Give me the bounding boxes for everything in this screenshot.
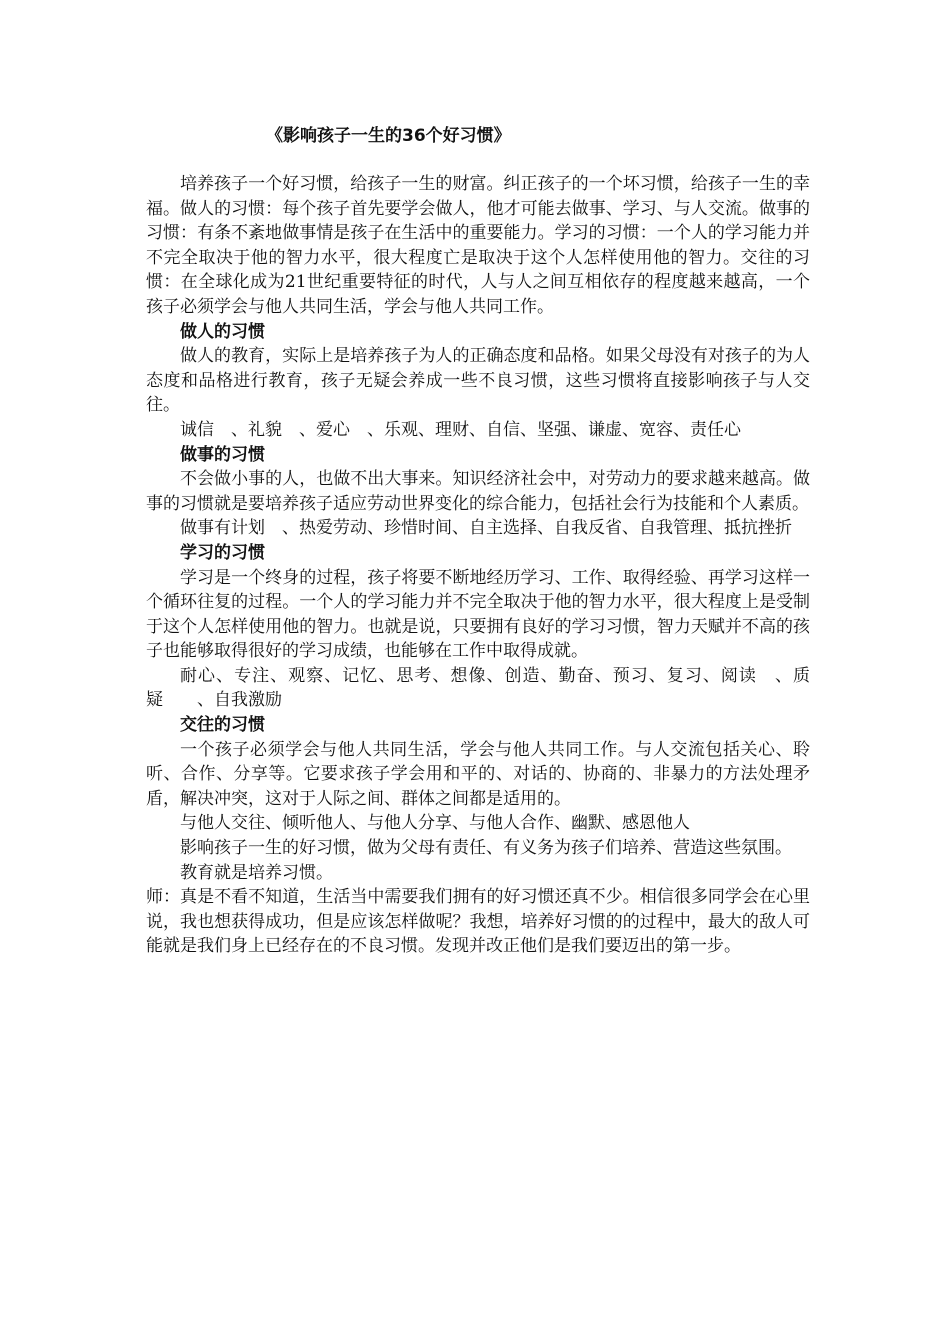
closing-paragraph: 影响孩子一生的好习惯，做为父母有责任、有义务为孩子们培养、营造这些氛围。 — [180, 838, 792, 859]
section-list-study: 耐心、专注、观察、记忆、思考、想像、创造、勤奋、预习、复习、阅读 、质疑 、自我激励 — [146, 665, 810, 711]
section-heading-social: 交往的习惯 — [180, 715, 265, 736]
section-body-study: 学习是一个终身的过程，孩子将要不断地经历学习、工作、取得经验、再学习这样一个循环往复的过程。一个人的学习能力并不完全取决于他的智力水平，很大程度上是受制于这个人怎样使用他的智力。也就是说，只要拥有良好的学习习惯，智力天赋并不高的孩子也能够取得很好的学习成绩，也能够在工作中取得成就。 — [146, 567, 810, 662]
closing-sentence: 教育就是培养习惯。 — [180, 862, 333, 883]
section-heading-study: 学习的习惯 — [180, 542, 265, 563]
section-body-conduct: 做人的教育，实际上是培养孩子为人的正确态度和品格。如果父母没有对孩子的为人态度和品格进行教育，孩子无疑会养成一些不良习惯，这些习惯将直接影响孩子与人交往。 — [146, 346, 810, 416]
section-heading-work: 做事的习惯 — [180, 444, 265, 465]
section-list-conduct: 诚信 、礼貌 、爱心 、乐观、理财、自信、坚强、谦虚、宽容、责任心 — [180, 419, 741, 440]
section-body-work: 不会做小事的人，也做不出大事来。知识经济社会中，对劳动力的要求越来越高。做事的习惯就是要培养孩子适应劳动世界变化的综合能力，包括社会行为技能和个人素质。 — [146, 469, 810, 514]
intro-paragraph: 培养孩子一个好习惯，给孩子一生的财富。纠正孩子的一个坏习惯，给孩子一生的幸福。做人的习惯：每个孩子首先要学会做人，他才可能去做事、学习、与人交流。做事的习惯：有条不紊地做事情是孩子在生活中的重要能力。学习的习惯：一个人的学习能力并不完全取决于他的智力水平，很大程度亡是取决于这个人怎样使用他的智力。交往的习惯：在全球化成为21世纪重要特征的时代，人与人之间互相依存的程度越来越高，一个孩子必须学会与他人共同生活，学会与他人共同工作。 — [146, 174, 810, 317]
teacher-note: 师：真是不看不知道，生活当中需要我们拥有的好习惯还真不少。相信很多同学会在心里说，我也想获得成功，但是应该怎样做呢？我想，培养好习惯的的过程中，最大的敌人可能就是我们身上已经存在的不良习惯。发现并改正他们是我们要迈出的第一步。 — [146, 887, 810, 957]
document-page — [146, 124, 810, 959]
section-list-work: 做事有计划 、热爱劳动、珍惜时间、自主选择、自我反省、自我管理、抵抗挫折 — [180, 518, 792, 539]
section-heading-conduct: 做人的习惯 — [180, 321, 265, 342]
section-list-social: 与他人交往、倾听他人、与他人分享、与他人合作、幽默、感恩他人 — [180, 813, 690, 834]
section-body-social: 一个孩子必须学会与他人共同生活，学会与他人共同工作。与人交流包括关心、聆听、合作、分享等。它要求孩子学会用和平的、对话的、协商的、非暴力的方法处理矛盾，解决冲突，这对于人际之间、群体之间都是适用的。 — [146, 739, 810, 809]
document-title: 《影响孩子一生的36个好习惯》 — [266, 126, 511, 146]
